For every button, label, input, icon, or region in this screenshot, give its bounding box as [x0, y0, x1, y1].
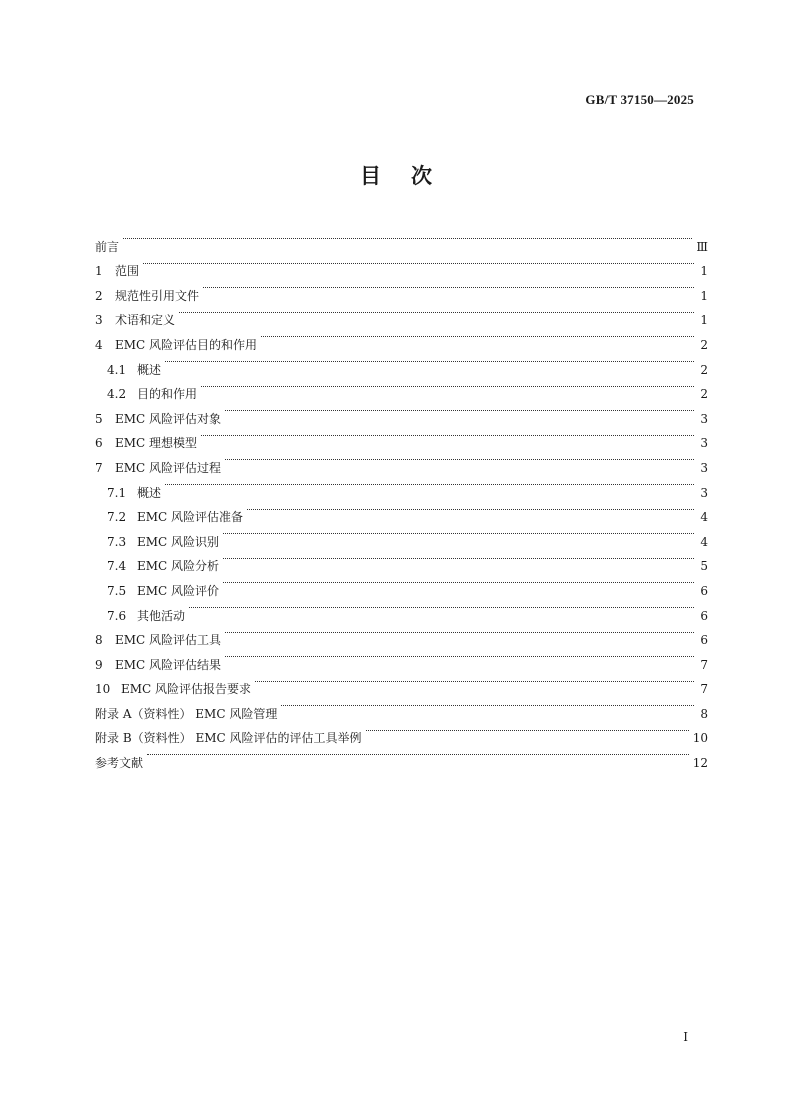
toc-entry-title: EMC 风险评估对象: [115, 411, 222, 426]
toc-entry-number: 4.1: [107, 362, 127, 377]
toc-leader-dots: [143, 251, 694, 276]
toc-entry-number: 7.2: [107, 510, 127, 525]
toc-entry-page: 1: [700, 264, 708, 279]
toc-leader-dots: [123, 226, 692, 251]
toc-entry-number: 7: [95, 460, 103, 475]
standard-code: GB/T 37150—2025: [585, 92, 694, 107]
toc-leader-dots: [255, 669, 694, 694]
toc-entry-title: 概述: [137, 485, 162, 500]
toc-entry-page: 1: [700, 313, 708, 328]
toc-leader-dots: [165, 472, 694, 497]
toc-entry[interactable]: [95, 300, 708, 328]
toc-entry-page: 10: [692, 731, 708, 746]
toc-leader-dots: [223, 570, 694, 595]
toc-entry-page: 3: [700, 436, 708, 451]
toc-entry-page: 2: [700, 387, 708, 402]
toc-entry-title: 附录 A（资料性） EMC 风险管理: [95, 706, 278, 721]
toc-leader-dots: [261, 324, 694, 349]
toc-entry-page: 8: [700, 706, 708, 721]
toc-entry-page: 3: [700, 411, 708, 426]
toc-entry-page: 7: [700, 682, 708, 697]
toc-entry[interactable]: [95, 620, 708, 648]
toc-entry-page: Ⅲ: [696, 239, 708, 254]
toc-entry[interactable]: [95, 324, 708, 352]
toc-entry-page: 4: [700, 510, 708, 525]
toc-entry-number: 5: [95, 411, 103, 426]
toc-entry-page: 6: [700, 583, 708, 598]
toc-entry-title: 其他活动: [137, 608, 186, 623]
toc-entry-page: 3: [700, 485, 708, 500]
toc-entry-title: EMC 风险评估目的和作用: [115, 337, 258, 352]
toc-entry-page: 7: [700, 657, 708, 672]
toc-entry-page: 2: [700, 337, 708, 352]
toc-leader-dots: [165, 349, 694, 374]
toc-entry-title: 术语和定义: [115, 313, 176, 328]
toc-entry[interactable]: [95, 275, 708, 303]
toc-entry-page: 4: [700, 534, 708, 549]
toc-entry-page: 2: [700, 362, 708, 377]
toc-leader-dots: [247, 497, 694, 522]
toc-leader-dots: [203, 275, 694, 300]
toc-entry-page: 6: [700, 633, 708, 648]
toc-entry-title: EMC 风险评估报告要求: [121, 682, 252, 697]
toc-entry-title: EMC 风险评估工具: [115, 633, 222, 648]
toc-entry-number: 3: [95, 313, 103, 328]
toc-entry[interactable]: [95, 226, 708, 254]
toc-entry-number: 6: [95, 436, 103, 451]
toc-entry-page: 12: [692, 756, 708, 771]
toc-leader-dots: [179, 300, 694, 325]
toc-entry-number: 7.5: [107, 583, 127, 598]
toc-entry-page: 6: [700, 608, 708, 623]
toc-leader-dots: [189, 595, 694, 620]
toc-entry-number: 7.3: [107, 534, 127, 549]
toc-entry[interactable]: [95, 497, 708, 525]
toc-entry-title: EMC 理想模型: [115, 436, 198, 451]
toc-entry-title: EMC 风险分析: [137, 559, 220, 574]
toc-entry-title: 参考文献: [95, 756, 144, 771]
toc-entry-number: 4: [95, 337, 103, 352]
toc-leader-dots: [281, 693, 694, 718]
toc-entry-page: 3: [700, 460, 708, 475]
toc-entry-title: 范围: [115, 264, 140, 279]
toc-entry-number: 7.1: [107, 485, 127, 500]
page-title: 目次: [360, 164, 462, 188]
toc-entry-title: 目的和作用: [137, 387, 198, 402]
toc-leader-dots: [225, 447, 694, 472]
toc-leader-dots: [225, 620, 694, 645]
toc-entry-number: 8: [95, 633, 103, 648]
toc-entry[interactable]: [95, 251, 708, 279]
toc-entry-number: 7.4: [107, 559, 127, 574]
toc-leader-dots: [366, 718, 689, 743]
toc-leader-dots: [223, 546, 694, 571]
toc-entry-page: 1: [700, 288, 708, 303]
toc-entry[interactable]: [95, 349, 708, 377]
toc-entry-title: EMC 风险评估过程: [115, 460, 222, 475]
toc-entry-title: 概述: [137, 362, 162, 377]
toc-entry-title: 规范性引用文件: [115, 288, 200, 303]
toc-entry[interactable]: [95, 374, 708, 402]
toc-entry-title: 前言: [95, 239, 120, 254]
page-number: Ⅰ: [683, 1030, 688, 1044]
toc-entry-number: 2: [95, 288, 103, 303]
toc-leader-dots: [223, 521, 694, 546]
toc-entry-number: 4.2: [107, 387, 127, 402]
toc-entry-title: 附录 B（资料性） EMC 风险评估的评估工具举例: [95, 731, 362, 746]
toc-entry[interactable]: [95, 472, 708, 500]
table-of-contents: [95, 226, 708, 771]
toc-entry-title: EMC 风险识别: [137, 534, 220, 549]
toc-entry-number: 9: [95, 657, 103, 672]
toc-entry-title: EMC 风险评价: [137, 583, 220, 598]
toc-entry-title: EMC 风险评估准备: [137, 510, 244, 525]
toc-leader-dots: [225, 398, 694, 423]
toc-leader-dots: [201, 423, 694, 448]
toc-entry-page: 5: [700, 559, 708, 574]
toc-entry-title: EMC 风险评估结果: [115, 657, 222, 672]
toc-entry-number: 10: [95, 682, 111, 697]
toc-leader-dots: [147, 742, 689, 767]
toc-leader-dots: [201, 374, 694, 399]
toc-entry-number: 1: [95, 264, 103, 279]
toc-leader-dots: [225, 644, 694, 669]
toc-entry-number: 7.6: [107, 608, 127, 623]
toc-entry[interactable]: [95, 742, 708, 771]
